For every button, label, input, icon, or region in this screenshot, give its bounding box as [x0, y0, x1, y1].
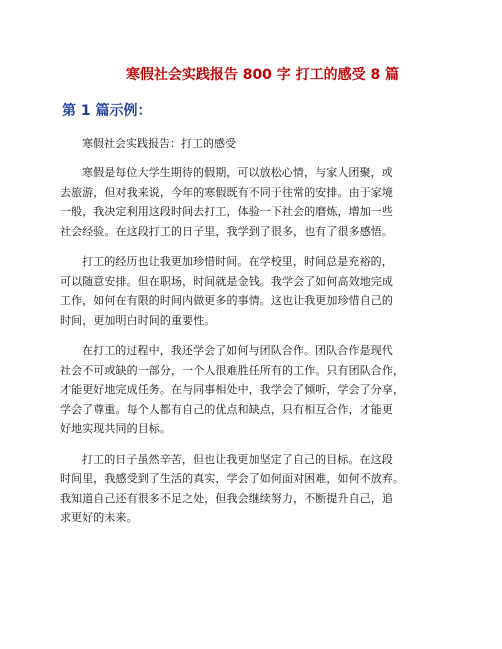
paragraph-line: 可以随意安排。但在职场，时间就是金钱。我学会了如何高效地完成 — [60, 274, 393, 288]
paragraph-line: 打工的日子虽然辛苦，但也让我更加坚定了自己的目标。在这段 — [82, 452, 393, 466]
paragraph-line: 去旅游，但对我来说，今年的寒假既有不同于往常的安排。由于家境 — [60, 185, 393, 199]
document-title: 寒假社会实践报告 800 字 打工的感受 8 篇 — [125, 67, 400, 83]
paragraph-line: 学会了尊重。每个人都有自己的优点和缺点，只有相互合作，才能更 — [60, 402, 393, 416]
paragraph-line: 好地实现共同的目标。 — [60, 422, 171, 435]
paragraph-2 — [60, 252, 461, 330]
paragraph-line: 在打工的过程中，我还学会了如何与团队合作。团队合作是现代 — [82, 344, 393, 357]
paragraph-line: 时间，更加明白时间的重要性。 — [60, 313, 216, 327]
paragraph-1 — [60, 163, 461, 241]
article-subtitle: 寒假社会实践报告：打工的感受 — [82, 137, 236, 150]
paragraph-3 — [60, 341, 461, 439]
paragraph-line: 打工的经历也让我更加珍惜时间。在学校里，时间总是充裕的， — [82, 255, 393, 268]
paragraph-4 — [60, 450, 461, 528]
paragraph-line: 社会经验。在这段打工的日子里，我学到了很多，也有了很多感悟。 — [60, 224, 393, 238]
paragraph-line: 我知道自己还有很多不足之处，但我会继续努力，不断提升自己，追 — [60, 491, 393, 505]
paragraph-line: 社会不可或缺的一部分，一个人很难胜任所有的工作。只有团队合作， — [60, 363, 405, 377]
paragraph-line: 求更好的未来。 — [60, 511, 138, 524]
paragraph-line: 工作，如何在有限的时间内做更多的事情。这也让我更加珍惜自己的 — [60, 294, 393, 307]
paragraph-line: 时间里，我感受到了生活的真实，学会了如何面对困难，如何不放弃。 — [60, 472, 405, 485]
section-heading: 第 1 篇示例： — [62, 103, 152, 119]
paragraph-line: 才能更好地完成任务。在与同事相处中，我学会了倾听，学会了分享， — [60, 383, 405, 396]
paragraph-line: 寒假是每位大学生期待的假期，可以放松心情，与家人团聚，或 — [82, 166, 393, 179]
paragraph-line: 一般，我决定利用这段时间去打工，体验一下社会的磨炼，增加一些 — [60, 205, 393, 218]
